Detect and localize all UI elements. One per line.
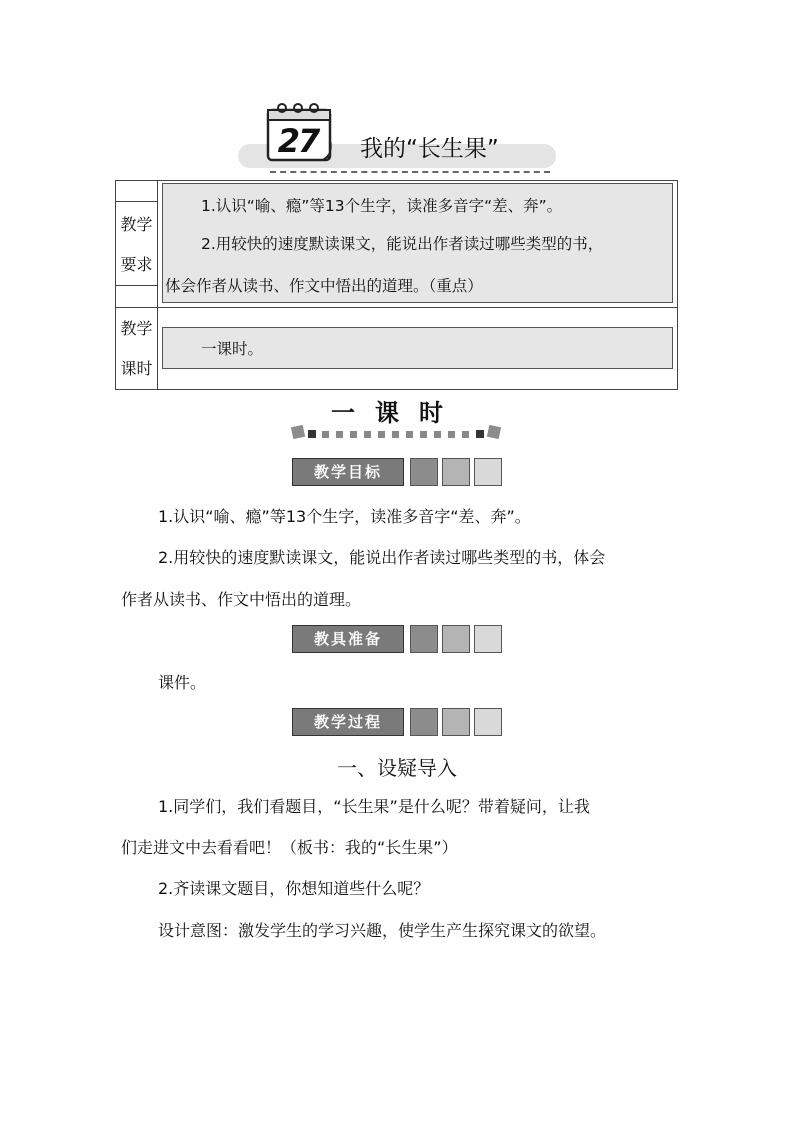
row1-text-line2: 2.用较快的速度默读课文，能说出作者读过哪些类型的书， [201, 235, 604, 253]
label-square-mid [442, 625, 470, 653]
label-goals [292, 458, 502, 486]
row2-shaded-box [162, 327, 673, 369]
row1-label-line2: 要求 [120, 255, 153, 274]
label-process [292, 708, 502, 736]
process-paragraph-3: 设计意图：激发学生的学习兴趣，使学生产生探究课文的欲望。 [158, 921, 607, 940]
lesson-title: 我的“长生果” [360, 136, 499, 162]
label-square-mid [442, 708, 470, 736]
goals-paragraph-2-line2: 作者从读书、作文中悟出的道理。 [121, 590, 362, 609]
row1-label-line1: 教学 [120, 215, 153, 234]
table-label-line [116, 201, 157, 202]
label-square-dark [410, 458, 438, 486]
goals-paragraph-2-line1: 2.用较快的速度默读课文，能说出作者读过哪些类型的书，体会 [158, 548, 606, 567]
process-paragraph-1-line2: 们走进文中去看看吧！（板书：我的“长生果”） [121, 838, 458, 857]
row1-text-line1: 1.认识“喻、瘾”等13个生字，读准多音字“差、奔”。 [201, 197, 563, 215]
subsection-heading: 一、设疑导入 [337, 756, 457, 780]
section-heading: 一课时 [331, 399, 463, 427]
title-banner [236, 100, 560, 176]
process-paragraph-2: 2.齐读课文题目，你想知道些什么呢？ [158, 879, 430, 898]
table-label-line [116, 285, 157, 286]
label-square-mid [442, 458, 470, 486]
label-square-light [474, 458, 502, 486]
table-row-divider [116, 307, 677, 308]
label-process-text: 教学过程 [292, 708, 404, 736]
section-divider-decoration [290, 424, 504, 444]
row2-label-line2: 课时 [120, 359, 153, 378]
lesson-number: 27 [277, 122, 319, 160]
label-square-dark [410, 625, 438, 653]
goals-paragraph-1: 1.认识“喻、瘾”等13个生字，读准多音字“差、奔”。 [158, 507, 531, 526]
label-square-light [474, 625, 502, 653]
label-goals-text: 教学目标 [292, 458, 404, 486]
banner-dash-line [270, 171, 550, 173]
row2-text: 一课时。 [201, 340, 264, 358]
label-square-dark [410, 708, 438, 736]
tools-paragraph: 课件。 [158, 673, 207, 692]
info-table [115, 180, 678, 390]
row1-shaded-box [162, 183, 673, 303]
label-tools-text: 教具准备 [292, 625, 404, 653]
table-column-divider [157, 181, 158, 389]
label-square-light [474, 708, 502, 736]
row1-text-line3: 体会作者从读书、作文中悟出的道理。（重点） [165, 277, 483, 295]
label-tools [292, 625, 502, 653]
process-paragraph-1-line1: 1.同学们，我们看题目，“长生果”是什么呢？带着疑问，让我 [158, 797, 590, 816]
row2-label-line1: 教学 [120, 319, 153, 338]
